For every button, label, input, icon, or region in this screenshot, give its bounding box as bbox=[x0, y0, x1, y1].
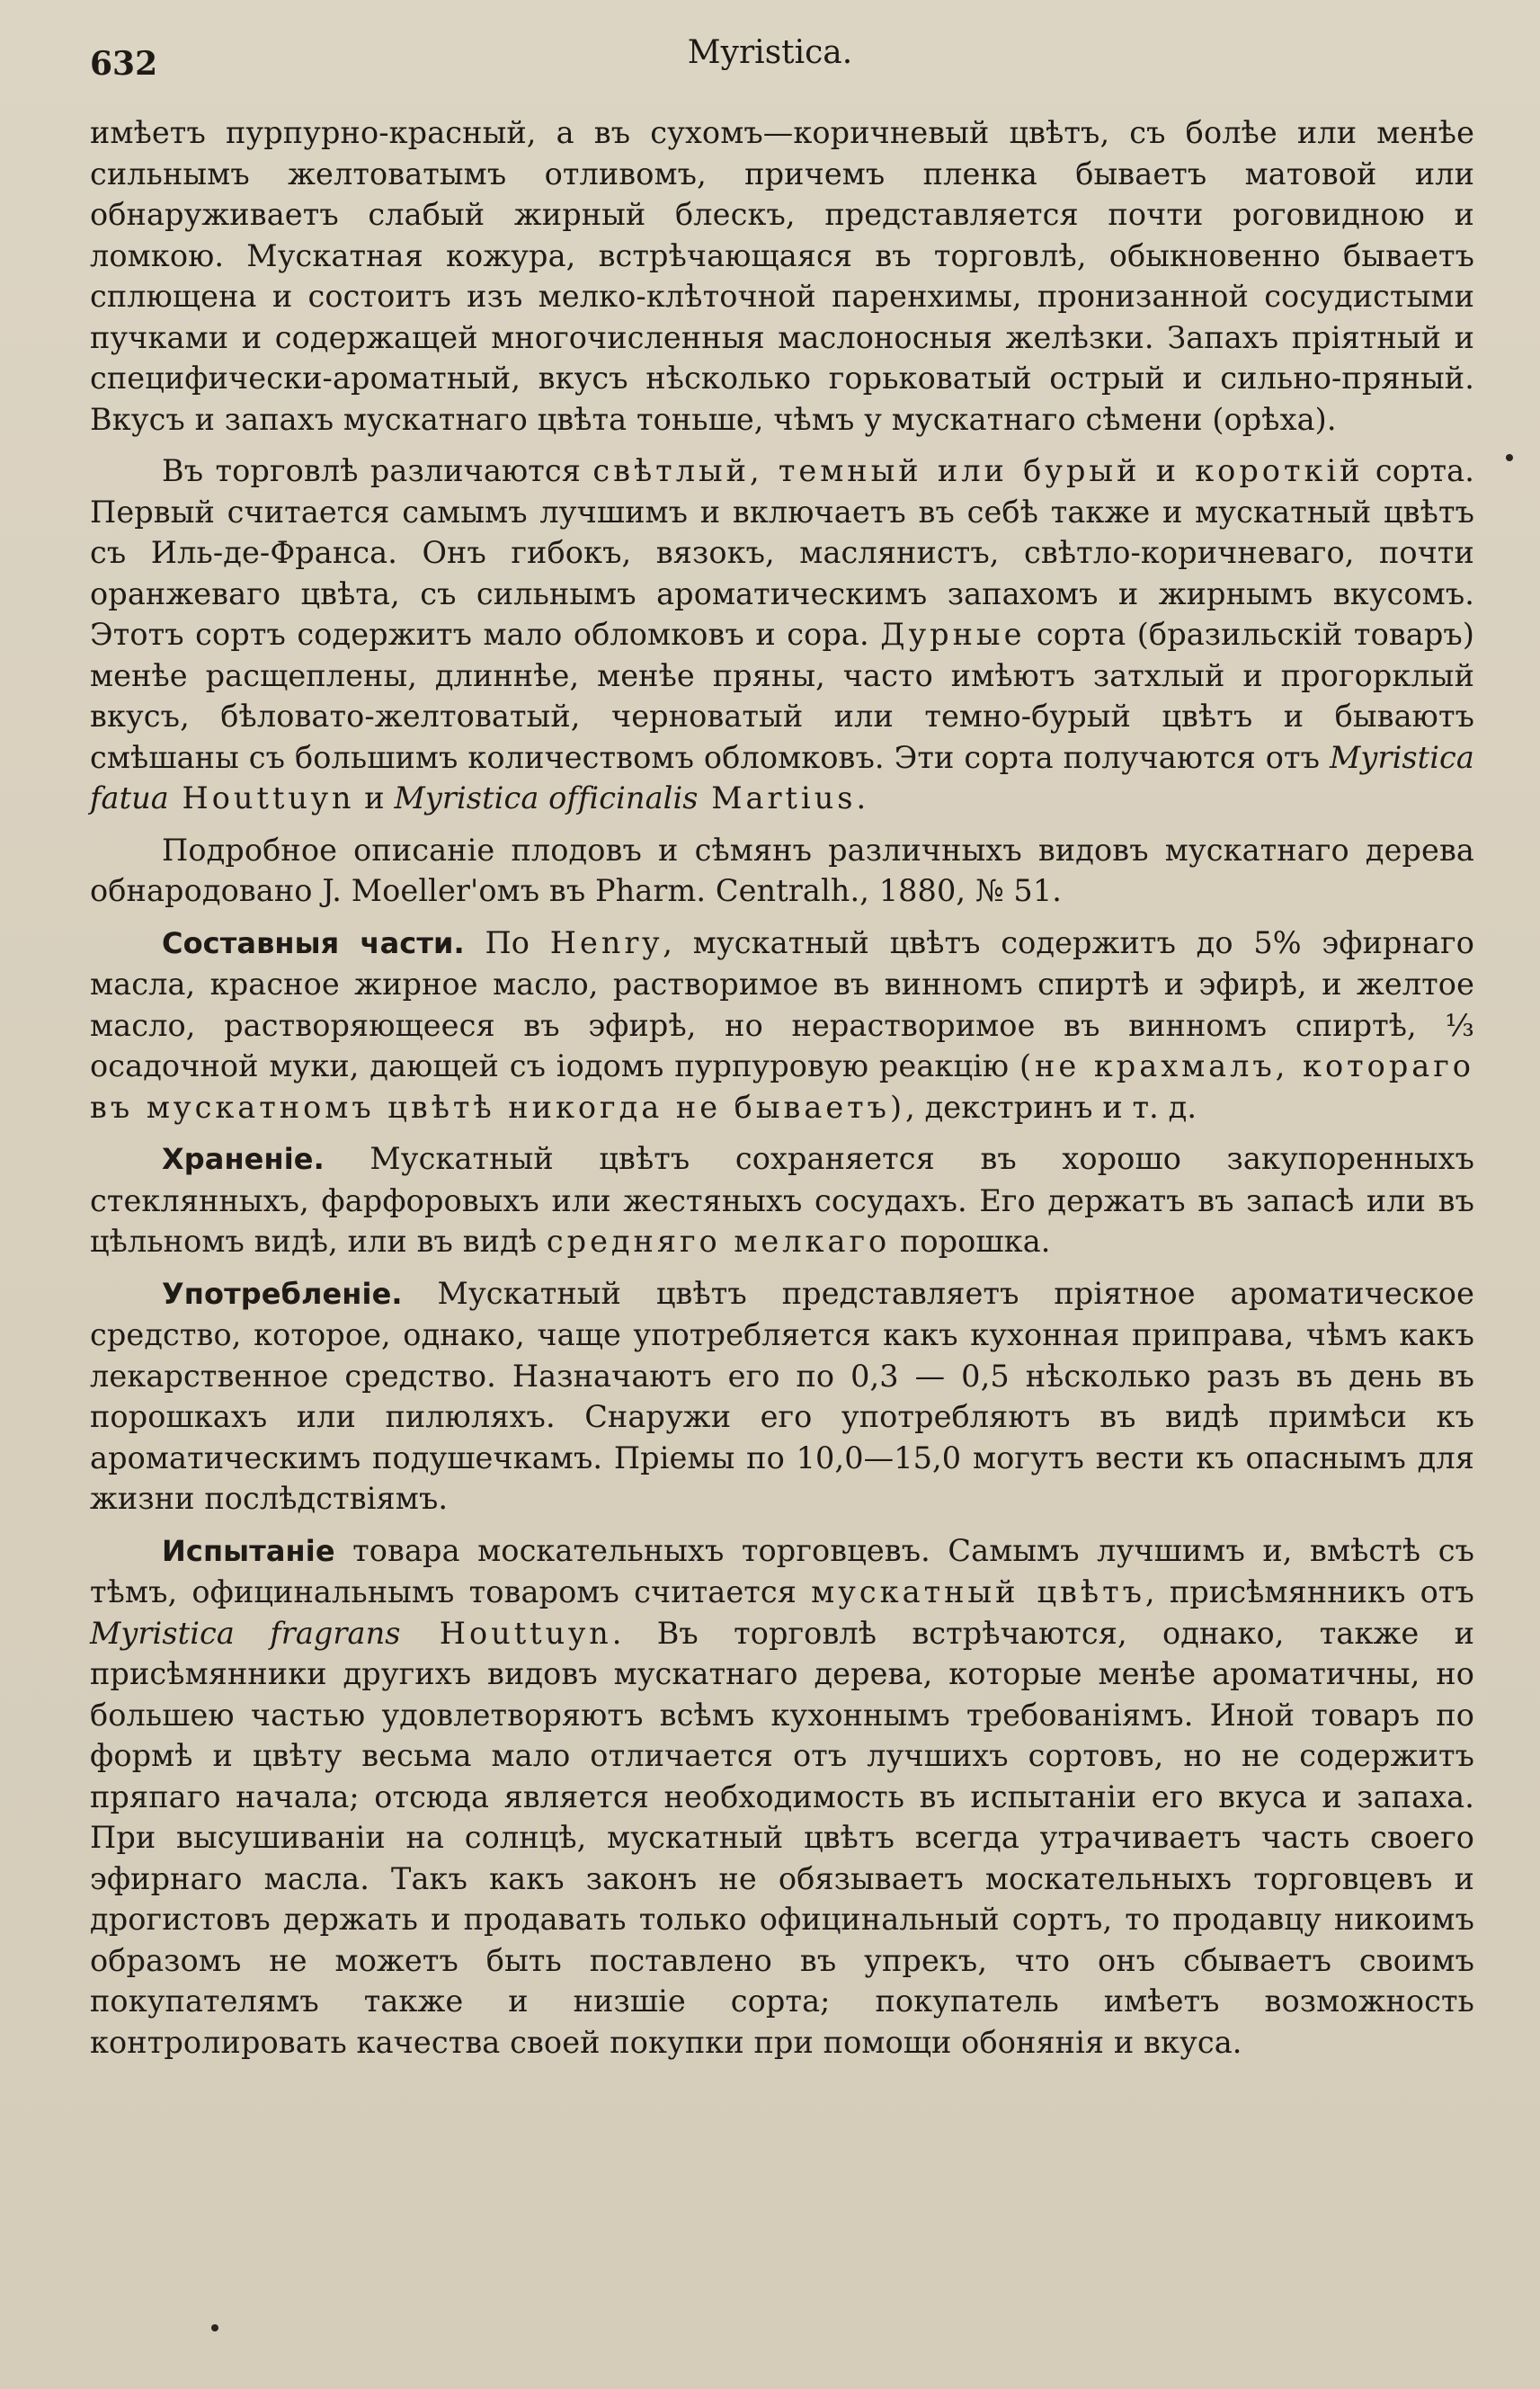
text-span: По bbox=[464, 924, 550, 960]
page-header bbox=[90, 27, 1450, 81]
page-speck bbox=[211, 2324, 218, 2331]
text-span: порошка. bbox=[890, 1224, 1051, 1259]
page-speck bbox=[1506, 454, 1513, 461]
paragraph-storage bbox=[90, 1138, 1474, 1262]
text-span: . bbox=[856, 780, 867, 816]
author-name: Houttuyn bbox=[168, 780, 355, 816]
paragraph-usage bbox=[90, 1273, 1474, 1520]
paragraph-components bbox=[90, 923, 1474, 1128]
spaced-emphasis: Дурные bbox=[880, 617, 1026, 652]
paragraph-reference: Подробное описаніе плодовъ и сѣмянъ различныхъ видовъ мускатнаго дерева обнародовано J. Moeller'омъ въ Pharm. Centralh., 1880, № 51. bbox=[90, 832, 1474, 908]
text-span: сорта. Первый считается самымъ лучшимъ и включаетъ въ себѣ также и мускатный цвѣтъ съ Иль-де-Франса. Онъ гибокъ, вязокъ, маслянистъ, свѣтло-коричневаго, почти оранжеваго цвѣта, съ сильнымъ ароматическимъ запахомъ и жирнымъ вкусомъ. Этотъ сортъ содержитъ мало обломковъ и сора. bbox=[90, 453, 1474, 652]
text-span: , присѣмянникъ отъ bbox=[1144, 1574, 1474, 1609]
text-span: , декстринъ и т. д. bbox=[905, 1089, 1197, 1125]
section-title: Испытаніе bbox=[162, 1533, 335, 1568]
text-span: Мускатный цвѣтъ представляетъ пріятное ароматическое средство, которое, однако, чаще употребляется какъ кухонная приправа, чѣмъ какъ лекарственное средство. Назначаютъ его по 0,3 — 0,5 нѣсколько разъ въ день въ порошкахъ или пилюляхъ. Снаружи его употребляютъ въ видѣ примѣси къ ароматическимъ подушечкамъ. Пріемы по 10,0—15,0 могутъ вести къ опаснымъ для жизни послѣдствіямъ. bbox=[90, 1275, 1474, 1516]
text-span: . Въ торговлѣ встрѣчаются, однако, также и присѣмянники другихъ видовъ мускатнаго дерева, которые менѣе ароматичны, но большею частью удовлетворяютъ всѣмъ кухоннымъ требованіямъ. Иной товаръ по формѣ и цвѣту весьма мало отличается отъ лучшихъ сортовъ, но не содержитъ пряпаго начала; отсюда является необходимость въ испытаніи его вкуса и запаха. При высушиваніи на солнцѣ, мускатный цвѣтъ всегда утрачиваетъ часть своего эфирнаго масла. Такъ какъ законъ не обязываетъ москательныхъ торговцевъ и дрогистовъ держать и продавать только официнальный сортъ, то продавцу никоимъ образомъ не можетъ быть поставлено въ упрекъ, что онъ сбываетъ своимъ покупателямъ также и низшіе сорта; покупатель имѣетъ возможность контролировать качества своей покупки при помощи обонянія и вкуса. bbox=[90, 1615, 1475, 2060]
author-name: Henry bbox=[549, 924, 663, 960]
latin-name: Myristica officinalis bbox=[394, 780, 699, 816]
latin-name: Myristica fragrans bbox=[90, 1615, 401, 1651]
text-span: Въ торговлѣ различаются bbox=[162, 453, 593, 488]
text-span: Мускатный цвѣтъ сохраняется въ хорошо закупоренныхъ стеклянныхъ, фарфоровыхъ или жестяныхъ сосудахъ. Его держатъ въ запасѣ или въ цѣльномъ видѣ, или въ видѣ bbox=[90, 1141, 1474, 1259]
spaced-emphasis: мускатный цвѣтъ bbox=[811, 1574, 1145, 1609]
spaced-emphasis: свѣтлый, темный или бурый и короткій bbox=[592, 453, 1364, 488]
author-name: Houttuyn bbox=[400, 1615, 612, 1651]
text-span: , мускатный цвѣтъ содержитъ до 5% эфирнаго масла, красное жирное масло, растворимое въ винномъ спиртѣ и эфирѣ, и желтое масло, растворяющееся въ эфирѣ, но нерастворимое въ винномъ спиртѣ, ⅓ осадочной муки, дающей съ іодомъ пурпуровую реакцію bbox=[90, 924, 1474, 1083]
body-text bbox=[90, 112, 1474, 2073]
paragraph-trade-sorts bbox=[90, 450, 1474, 819]
spaced-emphasis: средняго мелкаго bbox=[546, 1224, 891, 1259]
spaced-emphasis: (не крахмалъ, котораго въ мускатномъ цвѣтѣ никогда не бываетъ) bbox=[90, 1048, 1474, 1125]
text-span: товара москательныхъ торговцевъ. Самымъ лучшимъ и, вмѣстѣ съ тѣмъ, официнальнымъ товаромъ считается bbox=[90, 1532, 1474, 1609]
page-number: 632 bbox=[90, 45, 158, 83]
running-head: Myristica. bbox=[687, 34, 853, 71]
author-name: Martius bbox=[698, 780, 857, 816]
section-title: Употребленіе. bbox=[162, 1276, 403, 1311]
paragraph-description: имѣетъ пурпурно-красный, а въ сухомъ—коричневый цвѣтъ, съ болѣе или менѣе сильнымъ желтоватымъ отливомъ, причемъ пленка бываетъ матовой или обнаруживаетъ слабый жирный блескъ, представляется почти роговидною и ломкою. Мускатная кожура, встрѣчающаяся въ торговлѣ, обыкновенно бываетъ сплющена и состоитъ изъ мелко-клѣточной паренхимы, пронизанной сосудистыми пучками и содержащей многочисленныя маслоносныя желѣзки. Запахъ пріятный и специфически-ароматный, вкусъ нѣсколько горьковатый острый и сильно-пряный. Вкусъ и запахъ мускатнаго цвѣта тоньше, чѣмъ у мускатнаго сѣмени (орѣха). bbox=[90, 115, 1474, 437]
paragraph-testing bbox=[90, 1530, 1474, 2064]
text-span: сорта (бразильскій товаръ) менѣе расщеплены, длиннѣе, менѣе пряны, часто имѣютъ затхлый и прогорклый вкусъ, бѣловато-желтоватый, черноватый или темно-бурый цвѣтъ и бываютъ смѣшаны съ большимъ количествомъ обломковъ. Эти сорта получаются отъ bbox=[90, 617, 1474, 775]
section-title: Составныя части. bbox=[162, 925, 465, 960]
section-title: Храненіе. bbox=[162, 1142, 325, 1176]
text-span: и bbox=[354, 780, 395, 816]
latin-name: Myristica fatua bbox=[90, 739, 1474, 816]
